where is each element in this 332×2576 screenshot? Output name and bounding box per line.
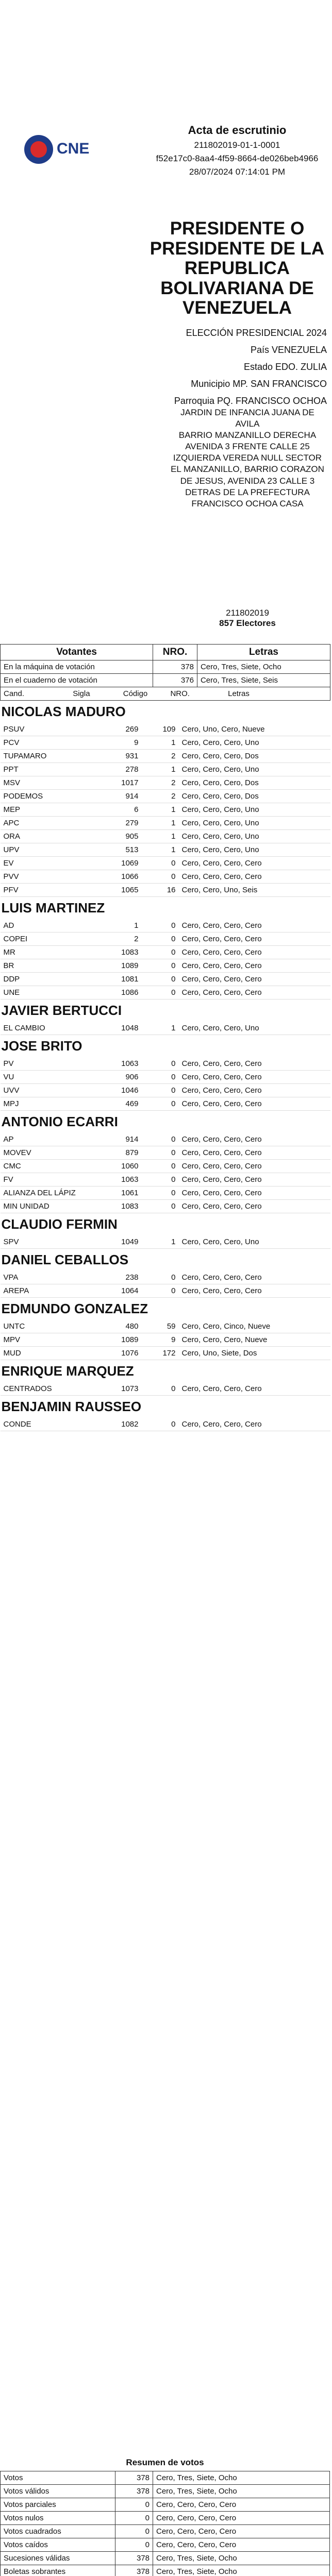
table-row (1, 2471, 330, 2485)
row-sigla: AD (1, 919, 99, 933)
party-table (1, 723, 330, 897)
resumen-letras: Cero, Tres, Siete, Ocho (153, 2552, 330, 2565)
votos-row (1, 660, 330, 674)
resumen-letras: Cero, Cero, Cero, Cero (153, 2525, 330, 2538)
row-codigo: 1017 (99, 776, 142, 790)
votos-label: En el cuaderno de votación (1, 674, 153, 687)
party-title: BENJAMIN RAUSSEO (1, 1399, 142, 1414)
resumen-nro: 0 (115, 2538, 153, 2552)
row-codigo: 1089 (99, 959, 142, 973)
table-row (1, 1320, 330, 1333)
row-codigo: 1061 (99, 1187, 142, 1200)
row-nro: 0 (142, 973, 179, 986)
row-codigo: 914 (99, 790, 142, 803)
row-codigo: 1083 (99, 1200, 142, 1213)
table-row (1, 1271, 330, 1284)
row-letras: Cero, Cero, Cero, Cero (179, 1071, 330, 1084)
table-row (1, 1382, 330, 1396)
row-nro: 0 (142, 959, 179, 973)
row-letras: Cero, Cero, Cero, Cero (179, 1160, 330, 1173)
table-row (1, 2552, 330, 2565)
election-state: Estado EDO. ZULIA (243, 362, 327, 372)
resumen-label: Votos (1, 2471, 115, 2485)
row-codigo: 1046 (99, 1084, 142, 1097)
resumen-letras: Cero, Tres, Siete, Ocho (153, 2471, 330, 2485)
row-nro: 9 (142, 1333, 179, 1347)
table-row (1, 1418, 330, 1431)
row-sigla: PFV (1, 884, 99, 897)
resumen-label: Votos cuadrados (1, 2525, 115, 2538)
row-letras: Cero, Cero, Cero, Uno (179, 763, 330, 776)
center-info (170, 407, 325, 510)
row-nro: 2 (142, 776, 179, 790)
resumen-nro: 378 (115, 2552, 153, 2565)
table-row (1, 2498, 330, 2512)
votos-nro: 378 (153, 660, 197, 674)
table-row (1, 1160, 330, 1173)
row-nro: 0 (142, 1382, 179, 1396)
row-letras: Cero, Cero, Cero, Cero (179, 857, 330, 870)
row-codigo: 1073 (99, 1382, 142, 1396)
row-codigo: 1049 (99, 1235, 142, 1249)
party-table (1, 1418, 330, 1431)
row-nro: 0 (142, 919, 179, 933)
sub-nro: NRO. (170, 689, 190, 698)
party-title: ANTONIO ECARRI (1, 1114, 118, 1129)
row-nro: 1 (142, 803, 179, 817)
row-letras: Cero, Cero, Cero, Uno (179, 736, 330, 750)
row-sigla: PODEMOS (1, 790, 99, 803)
row-sigla: SPV (1, 1235, 99, 1249)
party-title: EDMUNDO GONZALEZ (1, 1301, 148, 1316)
row-nro: 109 (142, 723, 179, 736)
row-codigo: 279 (99, 817, 142, 830)
row-codigo: 1066 (99, 870, 142, 884)
row-nro: 1 (142, 830, 179, 843)
row-letras: Cero, Uno, Cero, Nueve (179, 723, 330, 736)
row-sigla: MSV (1, 776, 99, 790)
resumen-label: Sucesiones válidas (1, 2552, 115, 2565)
row-nro: 0 (142, 1071, 179, 1084)
row-letras: Cero, Cero, Cero, Cero (179, 1271, 330, 1284)
table-row (1, 1200, 330, 1213)
row-sigla: ORA (1, 830, 99, 843)
row-letras: Cero, Cero, Cero, Uno (179, 843, 330, 857)
row-sigla: VU (1, 1071, 99, 1084)
party-table (1, 1235, 330, 1249)
resumen-title: Resumen de votos (126, 2458, 204, 2467)
sub-cand: Cand. (4, 689, 25, 698)
row-sigla: CMC (1, 1160, 99, 1173)
row-sigla: CONDE (1, 1418, 99, 1431)
row-letras: Cero, Cero, Cero, Cero (179, 1284, 330, 1298)
center-address: BARRIO MANZANILLO DERECHA AVENIDA 3 FRENTE CALLE 25 IZQUIERDA VEREDA NULL SECTOR EL MANZANILLO, BARRIO CORAZON DE JESUS, AVENIDA 23 CALLE 3 DETRAS DE LA PREFECTURA FRANCISCO OCHOA CASA (171, 430, 324, 509)
row-letras: Cero, Cero, Cero, Cero (179, 1187, 330, 1200)
table-row (1, 763, 330, 776)
row-sigla: MPJ (1, 1097, 99, 1111)
row-nro: 0 (142, 1133, 179, 1146)
row-codigo: 1082 (99, 1418, 142, 1431)
row-codigo: 480 (99, 1320, 142, 1333)
resumen-nro: 378 (115, 2565, 153, 2576)
row-nro: 0 (142, 1173, 179, 1187)
row-nro: 1 (142, 1235, 179, 1249)
row-nro: 0 (142, 1146, 179, 1160)
acta-number: 211802019-01-1-0001 (194, 140, 280, 150)
table-row (1, 1097, 330, 1111)
row-letras: Cero, Cero, Cero, Dos (179, 776, 330, 790)
party-title: JAVIER BERTUCCI (1, 1003, 122, 1018)
row-codigo: 1081 (99, 973, 142, 986)
row-letras: Cero, Cero, Cero, Uno (179, 803, 330, 817)
table-row (1, 843, 330, 857)
row-codigo: 1060 (99, 1160, 142, 1173)
row-letras: Cero, Cero, Cero, Cero (179, 1200, 330, 1213)
row-sigla: UPV (1, 843, 99, 857)
row-letras: Cero, Cero, Cinco, Nueve (179, 1320, 330, 1333)
row-letras: Cero, Cero, Cero, Cero (179, 1084, 330, 1097)
row-nro: 1 (142, 817, 179, 830)
election-parish: Parroquia PQ. FRANCISCO OCHOA (174, 396, 327, 406)
resumen-nro: 0 (115, 2525, 153, 2538)
party-table (1, 1057, 330, 1111)
votos-header-letras: Letras (197, 645, 330, 660)
resumen-nro: 0 (115, 2512, 153, 2525)
row-codigo: 278 (99, 763, 142, 776)
row-codigo: 906 (99, 1071, 142, 1084)
election-block (0, 325, 330, 410)
row-nro: 1 (142, 1022, 179, 1035)
row-letras: Cero, Cero, Cero, Uno (179, 817, 330, 830)
row-codigo: 2 (99, 933, 142, 946)
row-sigla: MPV (1, 1333, 99, 1347)
row-sigla: PCV (1, 736, 99, 750)
row-nro: 0 (142, 1271, 179, 1284)
election-name: ELECCIÓN PRESIDENCIAL 2024 (186, 328, 327, 338)
votos-letras: Cero, Tres, Siete, Seis (197, 674, 330, 687)
row-letras: Cero, Cero, Cero, Cero (179, 973, 330, 986)
row-sigla: PPT (1, 763, 99, 776)
parties-list (1, 701, 330, 1431)
resumen-table (0, 2471, 330, 2576)
row-letras: Cero, Cero, Uno, Seis (179, 884, 330, 897)
row-nro: 16 (142, 884, 179, 897)
row-letras: Cero, Cero, Cero, Nueve (179, 1333, 330, 1347)
row-nro: 0 (142, 870, 179, 884)
row-sigla: CENTRADOS (1, 1382, 99, 1396)
table-row (1, 736, 330, 750)
table-row (1, 1146, 330, 1160)
row-codigo: 1064 (99, 1284, 142, 1298)
row-nro: 2 (142, 790, 179, 803)
table-row (1, 817, 330, 830)
row-nro: 0 (142, 1284, 179, 1298)
table-row (1, 803, 330, 817)
row-sigla: ALIANZA DEL LÁPIZ (1, 1187, 99, 1200)
table-row (1, 1022, 330, 1035)
row-codigo: 1069 (99, 857, 142, 870)
resumen-letras: Cero, Tres, Siete, Ocho (153, 2565, 330, 2576)
party-table (1, 1133, 330, 1213)
row-sigla: UVV (1, 1084, 99, 1097)
votos-label: En la máquina de votación (1, 660, 153, 674)
row-nro: 0 (142, 946, 179, 959)
row-nro: 0 (142, 857, 179, 870)
resumen-letras: Cero, Cero, Cero, Cero (153, 2512, 330, 2525)
party-title: CLAUDIO FERMIN (1, 1216, 118, 1232)
row-letras: Cero, Cero, Cero, Cero (179, 986, 330, 999)
resumen-letras: Cero, Cero, Cero, Cero (153, 2498, 330, 2512)
row-sigla: EL CAMBIO (1, 1022, 99, 1035)
votos-nro: 376 (153, 674, 197, 687)
table-row (1, 1133, 330, 1146)
row-sigla: APC (1, 817, 99, 830)
resumen-label: Boletas sobrantes (1, 2565, 115, 2576)
row-sigla: MIN UNIDAD (1, 1200, 99, 1213)
votos-table (0, 644, 330, 1431)
row-codigo: 1 (99, 919, 142, 933)
table-row (1, 973, 330, 986)
center-code: 211802019 (226, 608, 269, 618)
row-sigla: COPEI (1, 933, 99, 946)
row-letras: Cero, Cero, Cero, Dos (179, 750, 330, 763)
row-codigo: 9 (99, 736, 142, 750)
resumen-votos (0, 2458, 330, 2576)
row-nro: 0 (142, 1187, 179, 1200)
row-sigla: MUD (1, 1347, 99, 1360)
row-sigla: TUPAMARO (1, 750, 99, 763)
resumen-label: Votos caídos (1, 2538, 115, 2552)
table-row (1, 830, 330, 843)
sub-letras: Letras (228, 689, 250, 698)
acta-header (144, 124, 330, 177)
row-codigo: 1063 (99, 1057, 142, 1071)
svg-text:CNE: CNE (57, 140, 90, 157)
party-table (1, 1022, 330, 1035)
table-row (1, 2538, 330, 2552)
row-sigla: MOVEV (1, 1146, 99, 1160)
table-row (1, 1173, 330, 1187)
table-row (1, 2565, 330, 2576)
row-sigla: MR (1, 946, 99, 959)
table-row (1, 2525, 330, 2538)
row-codigo: 1065 (99, 884, 142, 897)
election-country: País VENEZUELA (250, 345, 327, 355)
row-codigo: 931 (99, 750, 142, 763)
table-row (1, 946, 330, 959)
table-row (1, 1187, 330, 1200)
row-letras: Cero, Cero, Cero, Cero (179, 1382, 330, 1396)
row-sigla: BR (1, 959, 99, 973)
row-letras: Cero, Cero, Cero, Cero (179, 1057, 330, 1071)
votos-header-nro: NRO. (153, 645, 197, 660)
table-row (1, 959, 330, 973)
row-nro: 172 (142, 1347, 179, 1360)
row-sigla: FV (1, 1173, 99, 1187)
acta-title: Acta de escrutinio (188, 124, 287, 137)
party-title: ENRIQUE MARQUEZ (1, 1363, 134, 1379)
row-letras: Cero, Uno, Siete, Dos (179, 1347, 330, 1360)
row-letras: Cero, Cero, Cero, Uno (179, 1022, 330, 1035)
table-row (1, 1071, 330, 1084)
row-nro: 0 (142, 986, 179, 999)
row-letras: Cero, Cero, Cero, Cero (179, 1133, 330, 1146)
row-codigo: 469 (99, 1097, 142, 1111)
table-row (1, 870, 330, 884)
row-codigo: 1089 (99, 1333, 142, 1347)
table-row (1, 790, 330, 803)
resumen-label: Votos válidos (1, 2485, 115, 2498)
row-letras: Cero, Cero, Cero, Cero (179, 1146, 330, 1160)
row-letras: Cero, Cero, Cero, Cero (179, 959, 330, 973)
sub-codigo: Código (123, 689, 148, 698)
resumen-nro: 0 (115, 2498, 153, 2512)
row-nro: 59 (142, 1320, 179, 1333)
row-sigla: UNE (1, 986, 99, 999)
row-letras: Cero, Cero, Cero, Cero (179, 870, 330, 884)
row-sigla: VPA (1, 1271, 99, 1284)
party-table (1, 919, 330, 999)
resumen-label: Votos parciales (1, 2498, 115, 2512)
acta-code: f52e17c0-8aa4-4f59-8664-de026beb4966 (156, 154, 319, 163)
president-title: PRESIDENTE O PRESIDENTE DE LA REPUBLICA BOLIVARIANA DE VENEZUELA (150, 218, 325, 318)
row-sigla: AP (1, 1133, 99, 1146)
row-codigo: 1063 (99, 1173, 142, 1187)
table-row (1, 1347, 330, 1360)
row-nro: 0 (142, 1200, 179, 1213)
row-letras: Cero, Cero, Cero, Cero (179, 919, 330, 933)
candidate-subheader (1, 687, 330, 701)
party-title: LUIS MARTINEZ (1, 900, 105, 916)
table-row (1, 1084, 330, 1097)
table-row (1, 2485, 330, 2498)
resumen-nro: 378 (115, 2485, 153, 2498)
row-codigo: 879 (99, 1146, 142, 1160)
table-row (1, 1333, 330, 1347)
row-nro: 0 (142, 1418, 179, 1431)
row-nro: 0 (142, 1097, 179, 1111)
row-letras: Cero, Cero, Cero, Dos (179, 790, 330, 803)
row-letras: Cero, Cero, Cero, Uno (179, 830, 330, 843)
row-letras: Cero, Cero, Cero, Cero (179, 1173, 330, 1187)
row-codigo: 1076 (99, 1347, 142, 1360)
table-row (1, 1235, 330, 1249)
table-row (1, 857, 330, 870)
table-row (1, 723, 330, 736)
row-nro: 1 (142, 763, 179, 776)
row-sigla: DDP (1, 973, 99, 986)
table-row (1, 986, 330, 999)
resumen-label: Votos nulos (1, 2512, 115, 2525)
row-nro: 2 (142, 750, 179, 763)
votos-letras: Cero, Tres, Siete, Ocho (197, 660, 330, 674)
row-codigo: 914 (99, 1133, 142, 1146)
row-codigo: 1083 (99, 946, 142, 959)
resumen-letras: Cero, Tres, Siete, Ocho (153, 2485, 330, 2498)
votos-row (1, 674, 330, 687)
mesa-info (170, 608, 325, 629)
header (0, 0, 332, 177)
resumen-letras: Cero, Cero, Cero, Cero (153, 2538, 330, 2552)
votos-header-votantes: Votantes (1, 645, 153, 660)
party-title: DANIEL CEBALLOS (1, 1252, 129, 1267)
row-nro: 1 (142, 736, 179, 750)
row-sigla: PVV (1, 870, 99, 884)
row-sigla: PV (1, 1057, 99, 1071)
party-table (1, 1320, 330, 1360)
sub-sigla: Sigla (73, 689, 90, 698)
table-row (1, 884, 330, 897)
row-letras: Cero, Cero, Cero, Cero (179, 1097, 330, 1111)
row-nro: 1 (142, 843, 179, 857)
row-codigo: 1086 (99, 986, 142, 999)
center-name: JARDIN DE INFANCIA JUANA DE AVILA (180, 408, 314, 429)
party-title: NICOLAS MADURO (1, 704, 126, 719)
row-codigo: 905 (99, 830, 142, 843)
party-table (1, 1382, 330, 1396)
row-codigo: 238 (99, 1271, 142, 1284)
row-codigo: 269 (99, 723, 142, 736)
row-letras: Cero, Cero, Cero, Cero (179, 946, 330, 959)
row-letras: Cero, Cero, Cero, Cero (179, 933, 330, 946)
party-title: JOSE BRITO (1, 1038, 82, 1054)
resumen-nro: 378 (115, 2471, 153, 2485)
row-codigo: 6 (99, 803, 142, 817)
row-sigla: EV (1, 857, 99, 870)
row-nro: 0 (142, 1160, 179, 1173)
row-nro: 0 (142, 1057, 179, 1071)
row-sigla: PSUV (1, 723, 99, 736)
row-sigla: UNTC (1, 1320, 99, 1333)
table-row (1, 1057, 330, 1071)
party-table (1, 1271, 330, 1298)
acta-datetime: 28/07/2024 07:14:01 PM (189, 167, 286, 177)
row-nro: 0 (142, 1084, 179, 1097)
table-row (1, 750, 330, 763)
cne-logo (15, 124, 93, 175)
row-codigo: 1048 (99, 1022, 142, 1035)
table-row (1, 1284, 330, 1298)
row-letras: Cero, Cero, Cero, Cero (179, 1418, 330, 1431)
election-municipality: Municipio MP. SAN FRANCISCO (191, 379, 327, 389)
table-row (1, 919, 330, 933)
row-nro: 0 (142, 933, 179, 946)
row-letras: Cero, Cero, Cero, Uno (179, 1235, 330, 1249)
table-row (1, 933, 330, 946)
table-row (1, 776, 330, 790)
electors-count: 857 Electores (219, 618, 276, 628)
table-row (1, 2512, 330, 2525)
row-sigla: AREPA (1, 1284, 99, 1298)
row-codigo: 513 (99, 843, 142, 857)
row-sigla: MEP (1, 803, 99, 817)
